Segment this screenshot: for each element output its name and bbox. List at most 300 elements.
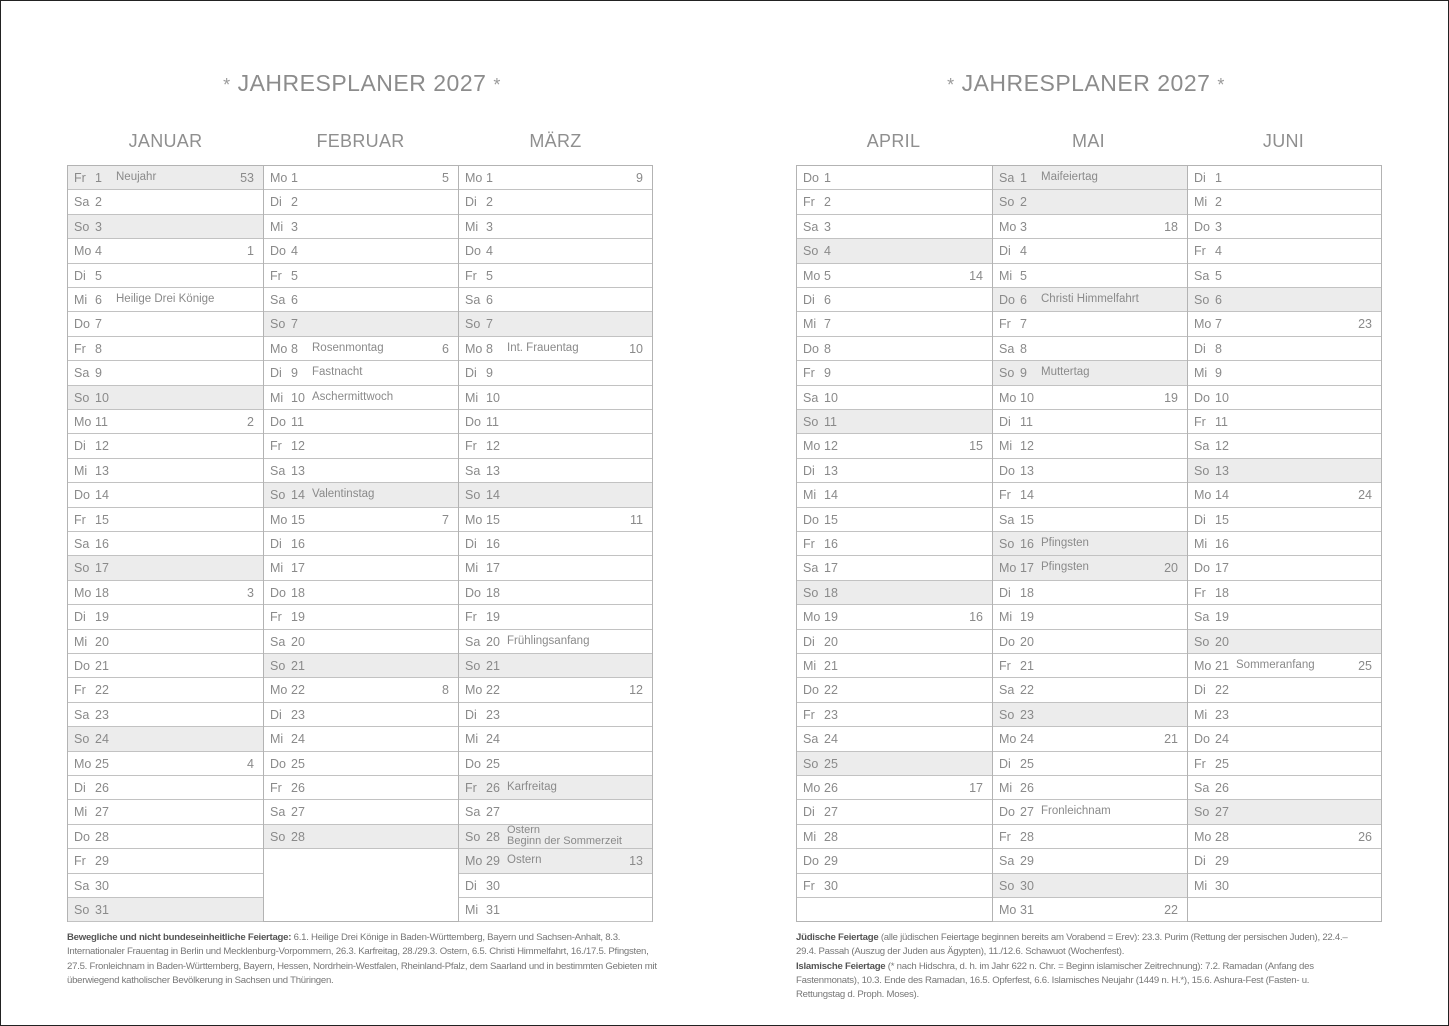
day-row [1188, 312, 1381, 336]
day-row [264, 166, 458, 190]
day-row [68, 825, 263, 849]
day-row [993, 508, 1187, 532]
weekday-label: Mo [270, 171, 288, 185]
day-row [68, 703, 263, 727]
weekday-label: Do [465, 756, 481, 771]
weekday-label: Do [999, 634, 1015, 649]
day-row [459, 532, 652, 556]
day-row [459, 459, 652, 483]
footnote-body: 6.1. Heilige Drei Könige in Baden-Württemberg, Bayern und Sachsen-Anhalt, 8.3. Internationaler Frauentag in Berlin und Mecklenburg-Vorpommern, 26.3. Karfreitag, 28./29.3. Ostern, 6.5. Christi Himmelfahrt, 16./17.5. Pfingsten, 27.5. Fronleichnam in Baden-Württemberg, Bayern, Hessen, Nordrhein-Westfalen, Rheinland-Pfalz, dem Saarland und in bestimmten Gebieten mit überwiegend katholischer Bevölkerung in Sachsen und Thüringen. [67, 932, 657, 986]
weekday-label: Fr [999, 659, 1011, 673]
month-column-juni [1187, 166, 1381, 921]
day-number: 22 [824, 683, 838, 698]
weekday-label: Mi [270, 219, 284, 234]
day-row [68, 312, 263, 336]
day-number: 28 [824, 829, 838, 844]
weekday-label: Sa [74, 537, 90, 551]
day-row [993, 898, 1187, 922]
weekday-label: Sa [270, 293, 286, 307]
holiday-label: Heilige Drei Könige [116, 293, 215, 305]
day-number: 23 [1215, 707, 1229, 722]
day-row [1188, 630, 1381, 654]
weekday-label: Fr [465, 439, 477, 454]
weekday-label: Fr [1194, 415, 1206, 429]
day-number: 11 [95, 415, 108, 429]
day-number: 7 [95, 317, 102, 332]
day-row [993, 410, 1187, 434]
day-row [797, 508, 992, 532]
weekday-label: Fr [999, 829, 1011, 844]
week-number: 12 [629, 683, 643, 698]
weekday-label: Sa [465, 805, 481, 820]
day-number: 23 [291, 707, 305, 722]
month-column-februar [263, 166, 458, 921]
weekday-label: Mi [803, 659, 817, 673]
weekday-label: Di [270, 195, 282, 210]
day-number: 15 [824, 512, 838, 527]
weekday-label: Sa [803, 732, 819, 747]
weekday-label: So [74, 390, 90, 405]
weekday-label: Fr [803, 707, 815, 722]
weekday-label: Fr [74, 171, 86, 185]
day-number: 9 [291, 366, 298, 381]
day-row [264, 605, 458, 629]
weekday-label: So [999, 366, 1015, 381]
weekday-label: Mo [1194, 659, 1212, 673]
weekday-label: Mi [999, 439, 1013, 454]
day-row [993, 678, 1187, 702]
day-number: 10 [486, 390, 500, 405]
day-row [459, 605, 652, 629]
day-number: 20 [1020, 634, 1034, 649]
weekday-label: Mi [74, 634, 88, 649]
weekday-label: Di [270, 707, 282, 722]
day-number: 7 [1215, 317, 1222, 332]
holiday-label: Muttertag [1041, 366, 1090, 379]
day-row [797, 556, 992, 580]
day-number: 30 [1215, 878, 1229, 893]
day-row [1188, 703, 1381, 727]
day-number: 31 [1020, 903, 1034, 917]
day-number: 20 [291, 634, 305, 649]
weekday-label: Di [74, 439, 86, 454]
day-number: 14 [1020, 488, 1034, 503]
day-row [993, 386, 1187, 410]
day-number: 10 [291, 390, 305, 405]
weekday-label: Do [270, 585, 286, 600]
week-number: 19 [1164, 390, 1178, 405]
weekday-label: Do [803, 512, 819, 527]
right-footnote [796, 931, 1356, 1002]
day-number: 28 [1020, 829, 1034, 844]
right-calendar-grid [796, 165, 1382, 922]
day-row [459, 752, 652, 776]
week-number: 24 [1358, 488, 1372, 503]
weekday-label: Do [465, 585, 481, 600]
day-row [993, 312, 1187, 336]
holiday-label: Neujahr [116, 171, 157, 183]
day-row [993, 215, 1187, 239]
weekday-label: So [999, 878, 1015, 893]
day-number: 28 [486, 829, 500, 844]
weekday-label: Sa [270, 463, 286, 478]
day-number: 18 [291, 585, 305, 600]
day-number: 27 [95, 805, 109, 820]
day-row [264, 800, 458, 824]
day-row [264, 215, 458, 239]
day-row [68, 654, 263, 678]
day-row [264, 386, 458, 410]
day-number: 5 [486, 268, 493, 283]
day-row [459, 386, 652, 410]
day-number: 30 [1020, 878, 1034, 893]
left-calendar-grid [67, 165, 653, 922]
weekday-label: Mi [270, 732, 284, 747]
weekday-label: Di [999, 244, 1011, 259]
weekday-label: Di [465, 537, 477, 551]
day-number: 10 [1215, 390, 1229, 405]
day-row [1188, 581, 1381, 605]
weekday-label: Sa [999, 512, 1015, 527]
day-number: 8 [291, 341, 298, 356]
weekday-label: Do [1194, 561, 1210, 576]
week-number: 13 [629, 854, 643, 869]
weekday-label: Fr [465, 781, 477, 795]
day-row [68, 264, 263, 288]
day-number: 22 [291, 683, 305, 698]
day-row [459, 312, 652, 336]
holiday-line: Beginn der Sommerzeit [507, 834, 622, 847]
day-row [459, 849, 652, 873]
weekday-label: Mo [465, 341, 483, 356]
day-number: 25 [486, 756, 500, 771]
month-column-märz [458, 166, 652, 921]
weekday-label: So [465, 317, 481, 332]
day-row [68, 678, 263, 702]
day-row [459, 508, 652, 532]
day-number: 31 [95, 903, 109, 917]
day-number: 20 [486, 634, 500, 649]
day-row [797, 190, 992, 214]
day-number: 29 [824, 854, 838, 869]
day-number: 16 [486, 537, 500, 551]
day-row [1188, 874, 1381, 898]
day-number: 15 [95, 512, 109, 527]
day-row [68, 166, 263, 190]
day-row [1188, 605, 1381, 629]
day-number: 21 [824, 659, 838, 673]
day-number: 19 [95, 610, 109, 625]
title-star-right: * [493, 75, 501, 95]
day-row [993, 800, 1187, 824]
day-row [993, 825, 1187, 849]
weekday-label: Sa [999, 854, 1015, 869]
day-row [797, 654, 992, 678]
day-number: 6 [1215, 293, 1222, 307]
day-row [459, 410, 652, 434]
weekday-label: So [803, 415, 819, 429]
week-number: 15 [969, 439, 983, 454]
day-row [797, 288, 992, 312]
day-row [459, 215, 652, 239]
weekday-label: So [999, 195, 1015, 210]
day-number: 4 [1215, 244, 1222, 259]
title-star-left: * [223, 75, 231, 95]
day-number: 2 [291, 195, 298, 210]
day-row [993, 776, 1187, 800]
weekday-label: Mi [1194, 707, 1208, 722]
weekday-label: Fr [74, 854, 86, 869]
day-number: 20 [95, 634, 109, 649]
weekday-label: Mo [74, 585, 92, 600]
week-number: 17 [969, 781, 983, 795]
day-number: 26 [95, 781, 109, 795]
day-number: 3 [1020, 219, 1027, 234]
day-row [264, 190, 458, 214]
weekday-label: Mo [999, 390, 1017, 405]
week-number: 10 [629, 341, 643, 356]
day-number: 17 [1020, 561, 1034, 576]
week-number: 5 [442, 171, 449, 185]
day-number: 10 [824, 390, 838, 405]
day-row [68, 874, 263, 898]
day-row [264, 776, 458, 800]
holiday-label [507, 825, 622, 847]
weekday-label: So [803, 585, 819, 600]
weekday-label: Fr [999, 488, 1011, 503]
day-row [993, 483, 1187, 507]
weekday-label: Mi [465, 219, 479, 234]
weekday-label: So [74, 219, 90, 234]
day-row [797, 825, 992, 849]
right-page-title [836, 70, 1336, 97]
weekday-label: Mi [74, 805, 88, 820]
day-row [264, 288, 458, 312]
week-number: 20 [1164, 561, 1178, 576]
weekday-label: Sa [74, 195, 90, 210]
day-number: 22 [95, 683, 109, 698]
right-title-text: JAHRESPLANER 2027 [961, 70, 1211, 96]
day-row [459, 239, 652, 263]
left-page-title [112, 70, 612, 97]
weekday-label: Sa [999, 683, 1015, 698]
day-number: 18 [1020, 585, 1034, 600]
day-number: 16 [95, 537, 109, 551]
day-number: 23 [486, 707, 500, 722]
day-row [993, 654, 1187, 678]
left-footnote [67, 931, 657, 988]
day-row [68, 337, 263, 361]
day-row [68, 727, 263, 751]
day-number: 21 [1020, 659, 1034, 673]
weekday-label: Di [1194, 854, 1206, 869]
islamic-heading: Islamische Feiertage [796, 960, 886, 972]
day-number: 12 [291, 439, 305, 454]
weekday-label: So [74, 732, 90, 747]
day-row [797, 483, 992, 507]
day-row [797, 630, 992, 654]
weekday-label: Di [803, 293, 815, 307]
day-number: 9 [824, 366, 831, 381]
day-number: 6 [824, 293, 831, 307]
weekday-label: Do [803, 854, 819, 869]
day-row [797, 678, 992, 702]
day-number: 20 [1215, 634, 1229, 649]
day-row [1188, 508, 1381, 532]
day-number: 26 [291, 781, 305, 795]
day-number: 1 [291, 171, 298, 185]
day-row [797, 410, 992, 434]
day-row [264, 337, 458, 361]
month-name-maerz: MÄRZ [529, 131, 582, 151]
day-number: 25 [824, 756, 838, 771]
weekday-label: Fr [270, 610, 282, 625]
weekday-label: Di [465, 195, 477, 210]
day-row [797, 849, 992, 873]
day-number: 22 [486, 683, 500, 698]
day-row [993, 727, 1187, 751]
day-row [459, 581, 652, 605]
day-number: 12 [1020, 439, 1034, 454]
day-row [459, 800, 652, 824]
day-number: 18 [824, 585, 838, 600]
weekday-label: Di [803, 634, 815, 649]
day-number: 9 [1215, 366, 1222, 381]
day-number: 5 [1215, 268, 1222, 283]
day-number: 11 [291, 415, 304, 429]
day-row [264, 459, 458, 483]
day-row [797, 605, 992, 629]
weekday-label: Do [74, 829, 90, 844]
day-row [993, 581, 1187, 605]
weekday-label: So [465, 488, 481, 503]
day-number: 14 [1215, 488, 1229, 503]
day-row [68, 776, 263, 800]
day-row [264, 508, 458, 532]
day-row [797, 703, 992, 727]
weekday-label: Sa [270, 634, 286, 649]
day-number: 12 [824, 439, 838, 454]
day-row [68, 459, 263, 483]
weekday-label: Do [74, 659, 90, 673]
day-number: 8 [824, 341, 831, 356]
holiday-label: Frühlingsanfang [507, 634, 590, 647]
day-row [264, 703, 458, 727]
day-row [68, 605, 263, 629]
day-number: 25 [1215, 756, 1229, 771]
day-number: 20 [824, 634, 838, 649]
day-row [459, 654, 652, 678]
weekday-label: Sa [999, 171, 1015, 185]
day-number: 11 [1215, 415, 1228, 429]
day-number: 31 [486, 903, 500, 917]
day-number: 27 [1215, 805, 1229, 820]
day-number: 1 [95, 171, 102, 185]
day-row [993, 459, 1187, 483]
holiday-label: Maifeiertag [1041, 171, 1098, 183]
day-row [797, 166, 992, 190]
holiday-label: Fronleichnam [1041, 805, 1111, 818]
weekday-label: So [270, 317, 286, 332]
footnote-heading: Bewegliche und nicht bundeseinheitliche Feiertage: [67, 932, 292, 943]
day-number: 4 [486, 244, 493, 259]
weekday-label: Fr [1194, 244, 1206, 259]
day-row [68, 288, 263, 312]
weekday-label: Mo [1194, 488, 1212, 503]
day-number: 6 [291, 293, 298, 307]
weekday-label: Di [74, 610, 86, 625]
day-row [264, 752, 458, 776]
weekday-label: Mi [465, 903, 479, 917]
day-number: 4 [291, 244, 298, 259]
day-row [459, 337, 652, 361]
weekday-label: Do [999, 463, 1015, 478]
day-row [459, 678, 652, 702]
day-number: 12 [486, 439, 500, 454]
weekday-label: Sa [803, 561, 819, 576]
day-row [1188, 190, 1381, 214]
day-number: 15 [486, 512, 500, 527]
weekday-label: Mi [803, 317, 817, 332]
day-row [797, 532, 992, 556]
day-number: 5 [95, 268, 102, 283]
day-row [797, 337, 992, 361]
weekday-label: Di [465, 366, 477, 381]
day-number: 30 [486, 878, 500, 893]
day-number: 13 [1020, 463, 1034, 478]
weekday-label: Di [74, 268, 86, 283]
day-number: 27 [486, 805, 500, 820]
day-row [264, 410, 458, 434]
day-row [1188, 239, 1381, 263]
day-number: 6 [1020, 293, 1027, 307]
week-number: 23 [1358, 317, 1372, 332]
weekday-label: Mo [803, 268, 821, 283]
day-number: 1 [486, 171, 493, 185]
day-number: 5 [291, 268, 298, 283]
weekday-label: Fr [270, 268, 282, 283]
day-number: 16 [1020, 537, 1034, 551]
weekday-label: Di [465, 707, 477, 722]
holiday-label: Ostern [507, 854, 542, 867]
day-row [459, 434, 652, 458]
day-row [459, 483, 652, 507]
week-number: 16 [969, 610, 983, 625]
weekday-label: Fr [465, 268, 477, 283]
month-name-juni: JUNI [1262, 131, 1305, 151]
weekday-label: Sa [1194, 610, 1210, 625]
day-number: 17 [824, 561, 838, 576]
weekday-label: Do [74, 488, 90, 503]
day-row [264, 264, 458, 288]
weekday-label: Do [803, 171, 819, 185]
weekday-label: Mi [999, 781, 1013, 795]
day-row [797, 215, 992, 239]
weekday-label: Mi [74, 293, 88, 307]
day-number: 19 [291, 610, 305, 625]
day-number: 23 [824, 707, 838, 722]
day-number: 18 [486, 585, 500, 600]
weekday-label: Di [1194, 341, 1206, 356]
weekday-label: Mi [1194, 537, 1208, 551]
weekday-label: So [999, 537, 1015, 551]
day-number: 27 [1020, 805, 1034, 820]
day-row [993, 532, 1187, 556]
weekday-label: So [1194, 463, 1210, 478]
day-row [264, 483, 458, 507]
weekday-label: Mi [803, 829, 817, 844]
weekday-label: Mi [270, 561, 284, 576]
